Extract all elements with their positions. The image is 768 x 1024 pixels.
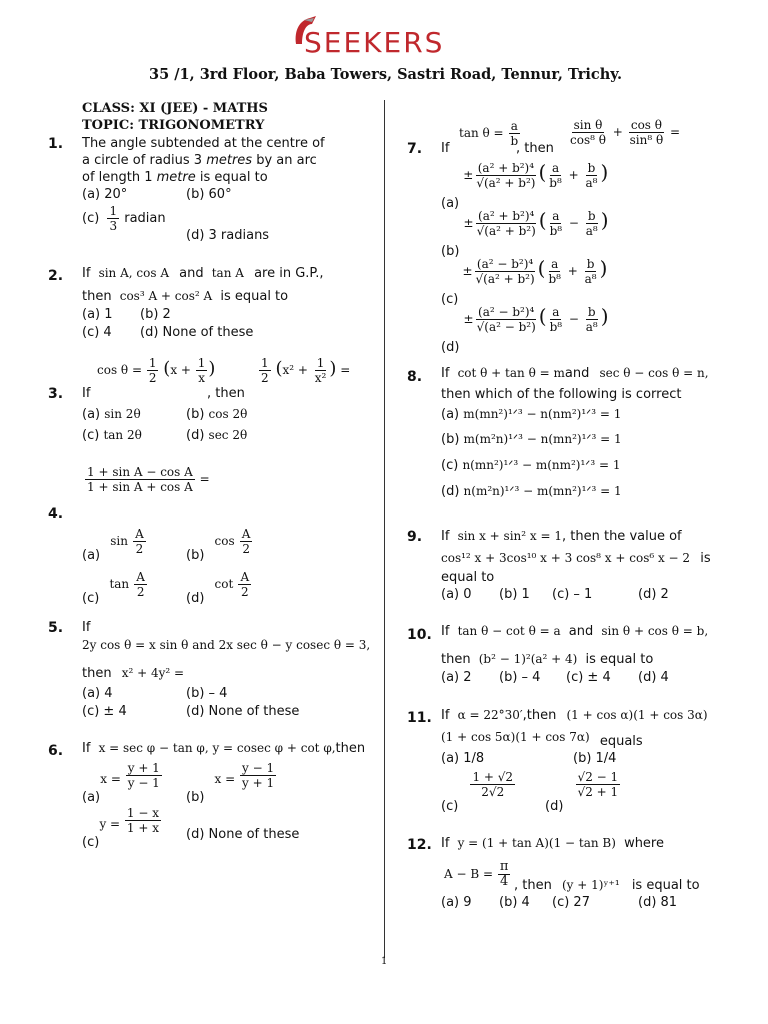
q6-number: 6. (48, 743, 64, 759)
q7-option-d: (d) ± $\frac{\text{(a² − b²)⁴}}{\text{√(a² − b²)}}$ ( $\frac{a}{\text{b⁸}}$ − $\frac{b}{\text{a⁸}}$ ) (441, 304, 609, 355)
q8-text-line2: then which of the following is correct (441, 387, 682, 402)
brand-name: SEEKERS (304, 26, 445, 59)
q12-number: 12. (407, 837, 432, 853)
q1-text-line1: The angle subtended at the centre of (82, 136, 325, 151)
q11-text-line1: If α = 22°30′,then (1 + cos α)(1 + cos 3α) (441, 708, 708, 723)
q8-option-a: (a) m(mn²)¹ᐟ³ − n(nm²)¹ᐟ³ = 1 (441, 407, 622, 422)
q11-number: 11. (407, 710, 432, 726)
q5-option-c: (c) ± 4 (82, 704, 127, 719)
q5-number: 5. (48, 620, 64, 636)
q3-expression: $\frac{1}{2}$ (x² + $\frac{1}{\text{x²}}$ ) = (261, 356, 351, 385)
q4-option-c: (c) tan $\frac{A}{2}$ (82, 570, 145, 606)
q10-text-line2: then (b² − 1)²(a² + 4) is equal to (441, 652, 654, 667)
q2-option-c: (c) 4 (82, 325, 112, 340)
q4-number: 4. (48, 506, 64, 522)
q10-option-c: (c) ± 4 (566, 670, 611, 685)
topic-heading: TOPIC: TRIGONOMETRY (82, 118, 265, 133)
q7-number: 7. (407, 141, 423, 157)
q9-number: 9. (407, 529, 423, 545)
q9-option-d: (d) 2 (638, 587, 669, 602)
q4-option-d: (d) cot $\frac{A}{2}$ (186, 570, 250, 606)
q10-option-b: (b) – 4 (499, 670, 541, 685)
q3-option-a: (a) sin 2θ (82, 407, 141, 422)
q2-text-line2: then cos³ A + cos² A is equal to (82, 289, 289, 304)
q12-option-d: (d) 81 (638, 895, 678, 910)
q2-option-a: (a) 1 (82, 307, 113, 322)
q7-option-a: (a) ± $\frac{\text{(a² + b²)⁴}}{\text{√(a² + b²)}}$ ( $\frac{a}{\text{b⁸}}$ + $\frac{b}{\text{a⁸}}$ ) (441, 160, 609, 211)
q12-option-a: (a) 9 (441, 895, 472, 910)
logo (288, 14, 488, 60)
q5-if: If (82, 620, 91, 635)
q7-option-c: (c) ± $\frac{\text{(a² − b²)⁴}}{\text{√(a² + b²)}}$ ( $\frac{a}{\text{b⁸}}$ + $\frac{b}{\text{a⁸}}$ ) (441, 256, 608, 307)
q6-text: If x = sec φ − tan φ, y = cosec φ + cot φ,then (82, 741, 366, 756)
q3-condition: cos θ = $\frac{1}{2}$ (x + $\frac{1}{x}$ ) (97, 356, 216, 385)
q9-option-c: (c) – 1 (552, 587, 593, 602)
q3-option-b: (b) cos 2θ (186, 407, 248, 422)
q7-condition: tan θ = $\frac{a}{b}$ (459, 119, 519, 148)
q11-option-a: (a) 1/8 (441, 751, 485, 766)
q2-option-d: (d) None of these (140, 325, 254, 340)
q8-text-line1: If cot θ + tan θ = mand sec θ − cos θ = n, (441, 366, 709, 381)
q7-option-b: (b) ± $\frac{\text{(a² + b²)⁴}}{\text{√(a² + b²)}}$ ( $\frac{a}{\text{b⁸}}$ − $\frac{b}{\text{a⁸}}$ ) (441, 208, 609, 259)
q1-option-b: (b) 60° (186, 187, 232, 202)
q1-text-line3: of length 1 metre is equal to (82, 170, 268, 185)
q11-text-line2: (1 + cos 5α)(1 + cos 7α) equals (441, 730, 643, 749)
q11-option-b: (b) 1/4 (573, 751, 617, 766)
q9-text-line3: equal to (441, 570, 495, 585)
q1-option-a: (a) 20° (82, 187, 128, 202)
column-divider (384, 100, 385, 958)
q10-option-a: (a) 2 (441, 670, 472, 685)
q11-option-c: (c) $\frac{1 + √2}{2√2}$ (441, 770, 514, 814)
q2-option-b: (b) 2 (140, 307, 171, 322)
q4-expression: $\frac{\text{1 + sin A − cos A}}{\text{1 + sin A + cos A}}$ = (87, 465, 210, 494)
q9-text-line2: cos¹² x + 3cos¹⁰ x + 3 cos⁸ x + cos⁶ x − 2 is (441, 551, 711, 566)
q12-condition: A − B = $\frac{\pi}{4}$ (444, 859, 509, 889)
q1-option-d: (d) 3 radians (186, 228, 270, 243)
q10-number: 10. (407, 627, 432, 643)
q12-option-b: (b) 4 (499, 895, 530, 910)
q5-condition: 2y cos θ = x sin θ and 2x sec θ − y cosec θ = 3, (82, 638, 371, 652)
q8-number: 8. (407, 369, 423, 385)
q8-option-c: (c) n(mn²)¹ᐟ³ − m(nm²)¹ᐟ³ = 1 (441, 458, 621, 473)
address-line: 35 /1, 3rd Floor, Baba Towers, Sastri Road, Tennur, Trichy. (149, 66, 623, 83)
q3-number: 3. (48, 386, 64, 402)
q2-text-line1: If sin A, cos A and tan A are in G.P., (82, 266, 324, 281)
q7-if: If (441, 141, 450, 156)
q10-option-d: (d) 4 (638, 670, 669, 685)
q12-text-line1: If y = (1 + tan A)(1 − tan B) where (441, 836, 664, 851)
q7-then: , then (516, 141, 554, 156)
q10-text-line1: If tan θ − cot θ = a and sin θ + cos θ = b, (441, 624, 709, 639)
q6-option-d: (d) None of these (186, 827, 300, 842)
page-number: 1 (381, 956, 388, 967)
q6-option-a: (a) x = $\frac{y + 1}{y - 1}$ (82, 761, 160, 805)
q11-option-d: (d) $\frac{√2 - 1}{√2 + 1}$ (545, 770, 619, 814)
q1-option-c: (c) $\frac{1}{3}$ radian (82, 204, 166, 233)
q4-option-b: (b) cos $\frac{A}{2}$ (186, 527, 251, 563)
q2-number: 2. (48, 268, 64, 284)
q8-option-d: (d) n(m²n)¹ᐟ³ − m(mn²)¹ᐟ³ = 1 (441, 484, 622, 499)
q5-option-d: (d) None of these (186, 704, 300, 719)
q6-option-c: (c) y = $\frac{1 - x}{1 + x}$ (82, 806, 159, 850)
q3-option-c: (c) tan 2θ (82, 428, 142, 443)
class-heading: CLASS: XI (JEE) - MATHS (82, 101, 268, 116)
q9-text-line1: If sin x + sin² x = 1, then the value of (441, 529, 682, 544)
q1-text-line2: a circle of radius 3 metres by an arc (82, 153, 317, 168)
q6-option-b: (b) x = $\frac{y - 1}{y + 1}$ (186, 761, 275, 805)
q7-expression: $\frac{\text{sin θ}}{\text{cos⁸ θ}}$ + $\frac{\text{cos θ}}{\text{sin⁸ θ}}$ = (570, 118, 681, 147)
q5-option-b: (b) – 4 (186, 686, 228, 701)
q3-if: If (82, 386, 91, 401)
q9-option-a: (a) 0 (441, 587, 472, 602)
q8-option-b: (b) m(m²n)¹ᐟ³ − n(mn²)¹ᐟ³ = 1 (441, 432, 622, 447)
q4-option-a: (a) sin $\frac{A}{2}$ (82, 527, 144, 563)
q3-then: , then (207, 386, 245, 401)
q5-then: then x² + 4y² = (82, 666, 185, 681)
q9-option-b: (b) 1 (499, 587, 530, 602)
q1-number: 1. (48, 136, 64, 152)
q5-option-a: (a) 4 (82, 686, 113, 701)
q12-text-line2: , then (y + 1)ʸ⁺¹ is equal to (514, 878, 700, 893)
q3-option-d: (d) sec 2θ (186, 428, 248, 443)
q12-option-c: (c) 27 (552, 895, 590, 910)
